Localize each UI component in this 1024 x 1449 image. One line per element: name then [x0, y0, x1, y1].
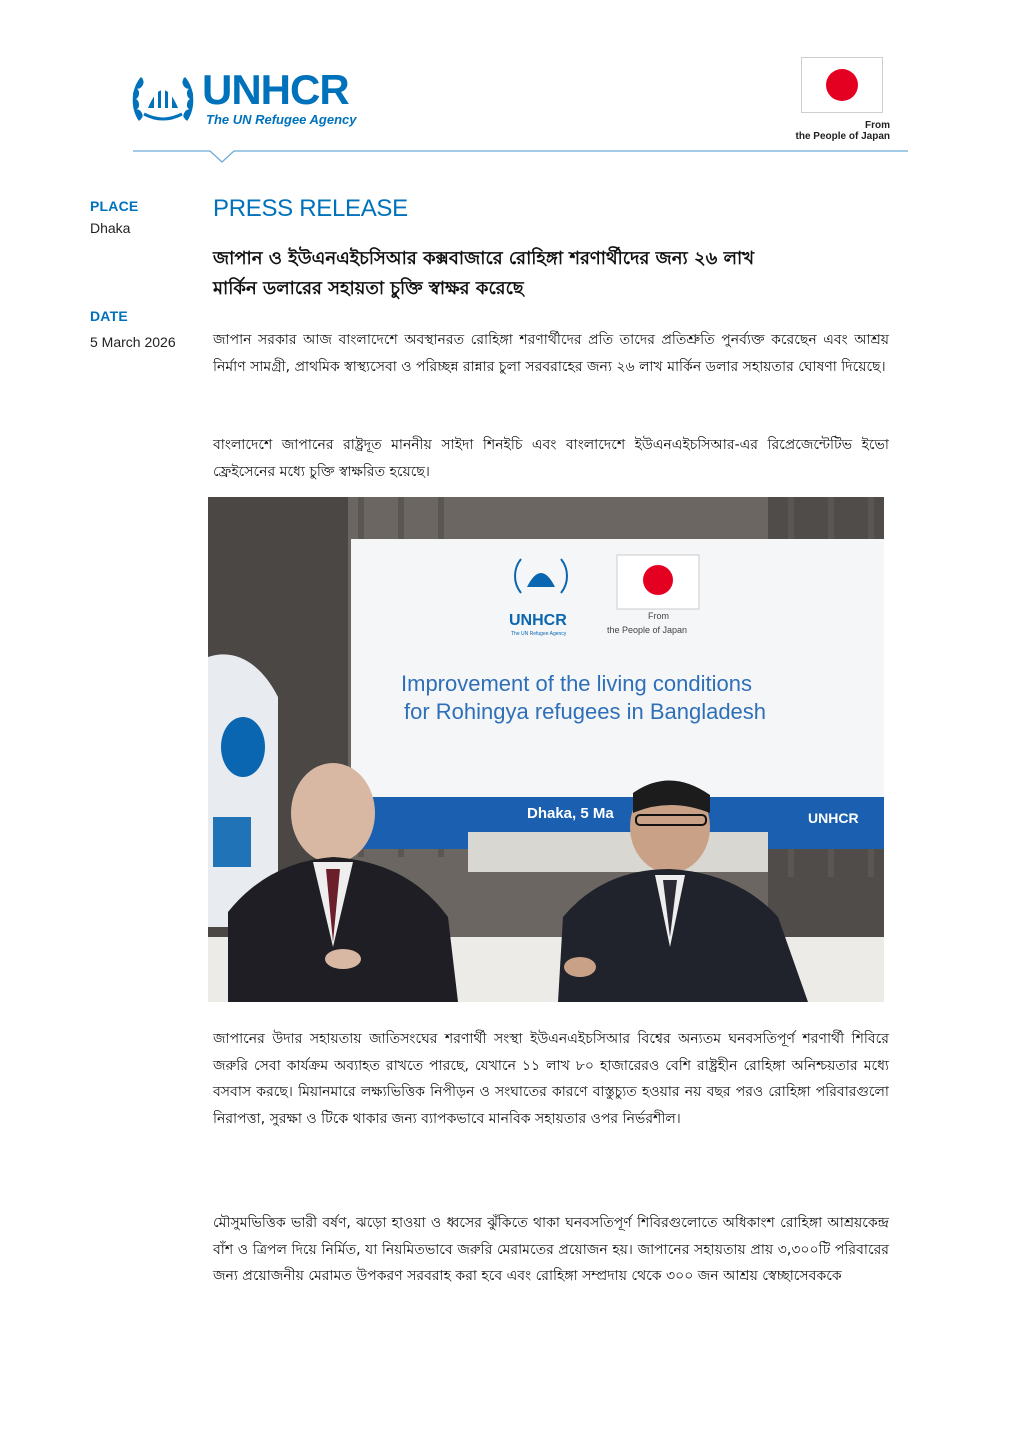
japan-caption-line1: From: [865, 120, 890, 131]
photo-screen-footer-place: Dhaka, 5 Ma: [527, 805, 614, 822]
photo-screen-title-line2: for Rohingya refugees in Bangladesh: [404, 699, 767, 724]
unhcr-emblem-icon: [130, 68, 196, 130]
press-release-label: PRESS RELEASE: [213, 195, 408, 222]
photo-scene: [208, 497, 884, 1002]
header-divider: [133, 150, 908, 164]
body-paragraph-2: বাংলাদেশে জাপানের রাষ্ট্রদূত মাননীয় সাইদা শিনইচি এবং বাংলাদেশে ইউএনএইচসিআর-এর রিপ্রেজেন্টেটিভ ইভো ফ্রেইসেনের মধ্যে চুক্তি স্বাক্ষরিত হয়েছে।: [213, 437, 889, 480]
photo-screen-unhcr-tagline: The UN Refugee Agency: [511, 631, 567, 637]
body-paragraph-3: জাপানের উদার সহায়তায় জাতিসংঘের শরণার্থী সংস্থা ইউএনএইচসিআর বিশ্বের অন্যতম ঘনবসতিপূর্ণ শরণার্থী শিবিরে জরুরি সেবা কার্যক্রম অব্যাহত রাখতে পারছে, যেখানে ১১ লাখ ৮০ হাজারেরও বেশি রাষ্ট্রহীন রোহিঙ্গা অনিশ্চয়তার মধ্যে বসবাস করছে। মিয়ানমারে লক্ষ্যভিত্তিক নিপীড়ন ও সংঘাতের কারণে বাস্তুচ্যুত হওয়ার নয় বছর পরও রোহিঙ্গা পরিবারগুলো নিরাপত্তা, সুরক্ষা ও টিকে থাকার জন্য ব্যাপকভাবে মানবিক সহায়তার ওপর নির্ভরশীল।: [213, 1031, 889, 1127]
unhcr-wordmark: UNHCR: [202, 66, 349, 113]
photo-screen-title-line1: Improvement of the living conditions: [401, 671, 752, 696]
place-label: PLACE: [90, 198, 139, 214]
japan-caption: [780, 120, 890, 142]
date-value: 5 March 2026: [90, 334, 176, 350]
body-paragraph-1: জাপান সরকার আজ বাংলাদেশে অবস্থানরত রোহিঙ্গা শরণার্থীদের প্রতি তাদের প্রতিশ্রুতি পুনর্ব্যক্ত করেছেন এবং আশ্রয় নির্মাণ সামগ্রী, প্রাথমিক স্বাস্থ্যসেবা ও পরিচ্ছন্ন রান্নার চুলা সরবরাহের জন্য ২৬ লাখ মার্কিন ডলার সহায়তার ঘোষণা দিয়েছে।: [213, 332, 889, 375]
date-label: DATE: [90, 308, 128, 324]
place-value: Dhaka: [90, 220, 131, 236]
unhcr-tagline: The UN Refugee Agency: [206, 112, 357, 127]
photo-screen-footer-logo: UNHCR: [808, 810, 859, 826]
photo-screen-unhcr-wordmark: UNHCR: [509, 612, 567, 629]
japan-flag-icon: [801, 57, 883, 113]
photo-screen-from-line1: From: [648, 611, 669, 621]
photo-screen-from-line2: the People of Japan: [607, 625, 688, 635]
headline-line1: জাপান ও ইউএনএইচসিআর কক্সবাজারে রোহিঙ্গা শরণার্থীদের জন্য ২৬ লাখ: [213, 248, 755, 269]
signing-photo: [208, 497, 884, 1002]
headline: [213, 244, 873, 304]
japan-caption-line2: the People of Japan: [795, 131, 890, 142]
body-paragraph-4: মৌসুমভিত্তিক ভারী বর্ষণ, ঝড়ো হাওয়া ও ধ্বসের ঝুঁকিতে থাকা ঘনবসতিপূর্ণ শিবিরগুলোতে অধিকাংশ রোহিঙ্গা আশ্রয়কেন্দ্র বাঁশ ও ত্রিপল দিয়ে নির্মিত, যা নিয়মিতভাবে জরুরি মেরামতের প্রয়োজন হয়। জাপানের সহায়তায় প্রায় ৩,৩০০টি পরিবারের জন্য প্রয়োজনীয় মেরামত উপকরণ সরবরাহ করা হবে এবং রোহিঙ্গা সম্প্রদায় থেকে ৩০০ জন আশ্রয় স্বেচ্ছাসেবককে: [213, 1215, 889, 1284]
unhcr-logo: [130, 66, 380, 136]
headline-line2: মার্কিন ডলারের সহায়তা চুক্তি স্বাক্ষর করেছে: [213, 278, 524, 299]
